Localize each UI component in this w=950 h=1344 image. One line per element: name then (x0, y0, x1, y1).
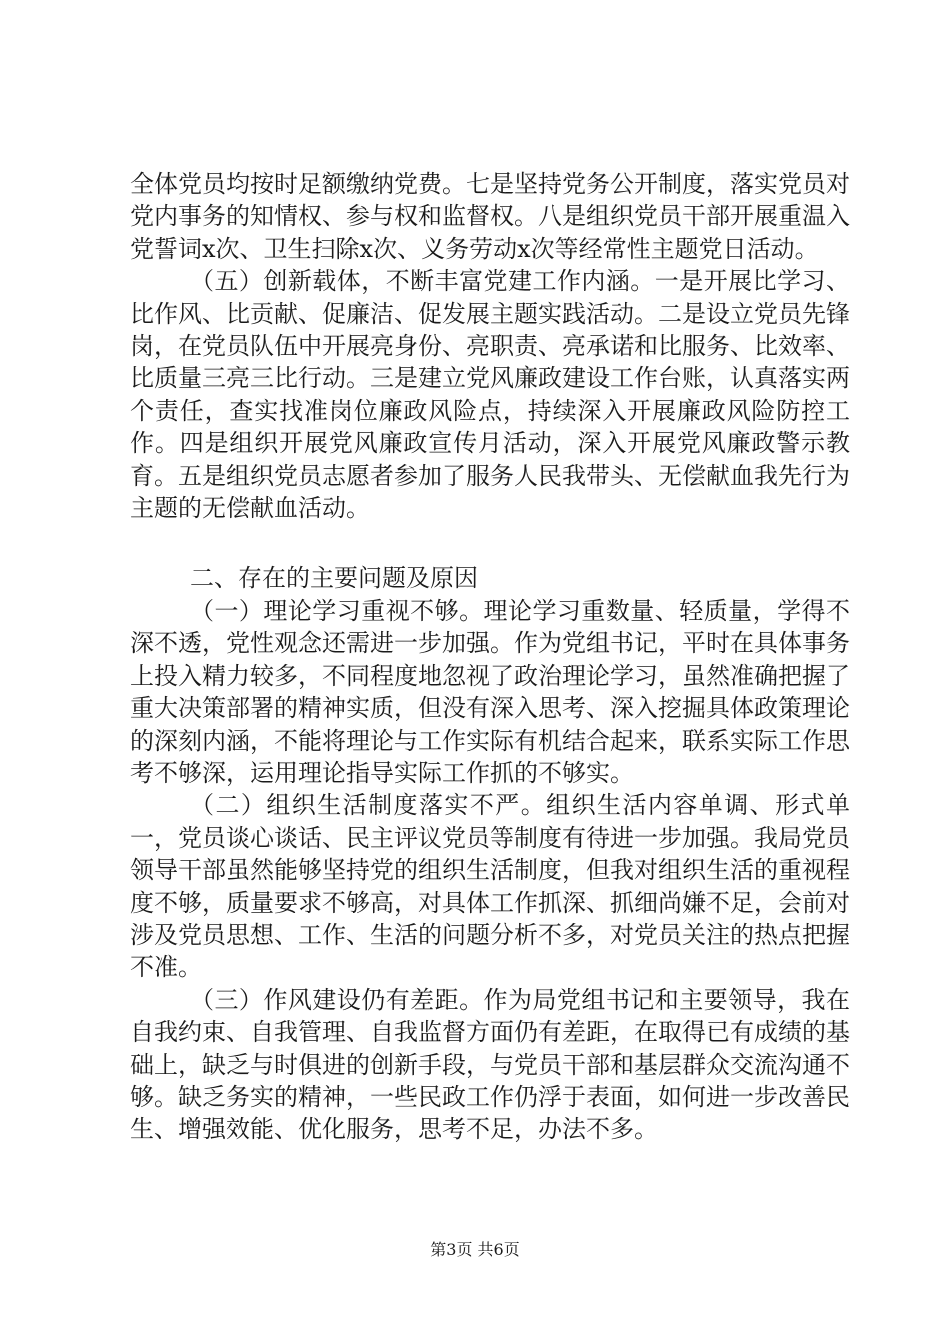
paragraph-problem-1: （一）理论学习重视不够。理论学习重数量、轻质量，学得不深不透，党性观念还需进一步加强。作为党组书记，平时在具体事务上投入精力较多，不同程度地忽视了政治理论学习，虽然准确把握了重大决策部署的精神实质，但没有深入思考、深入挖掘具体政策理论的深刻内涵，不能将理论与工作实际有机结合起来，联系实际工作思考不够深，运用理论指导实际工作抓的不够实。 (130, 596, 850, 787)
paragraph-problem-2: （二）组织生活制度落实不严。组织生活内容单调、形式单一，党员谈心谈话、民主评议党员等制度有待进一步加强。我局党员领导干部虽然能够坚持党的组织生活制度，但我对组织生活的重视程度不够，质量要求不够高，对具体工作抓深、抓细尚嫌不足，会前对涉及党员思想、工作、生活的问题分析不多，对党员关注的热点把握不准。 (130, 791, 850, 982)
page-number-footer: 第3页 共6页 (430, 1240, 520, 1259)
section-heading-problems: 二、存在的主要问题及原因 (190, 564, 478, 593)
paragraph-problem-3: （三）作风建设仍有差距。作为局党组书记和主要领导，我在自我约束、自我管理、自我监督方面仍有差距，在取得已有成绩的基础上，缺乏与时俱进的创新手段，与党员干部和基层群众交流沟通不够。缺乏务实的精神，一些民政工作仍浮于表面，如何进一步改善民生、增强效能、优化服务，思考不足，办法不多。 (130, 985, 850, 1144)
document-body (130, 168, 850, 1146)
paragraph-section-5: （五）创新载体，不断丰富党建工作内涵。一是开展比学习、比作风、比贡献、促廉洁、促发展主题实践活动。二是设立党员先锋岗，在党员队伍中开展亮身份、亮职责、亮承诺和比服务、比效率、比质量三亮三比行动。三是建立党风廉政建设工作台账，认真落实两个责任，查实找准岗位廉政风险点，持续深入开展廉政风险防控工作。四是组织开展党风廉政宣传月活动，深入开展党风廉政警示教育。五是组织党员志愿者参加了服务人民我带头、无偿献血我先行为主题的无偿献血活动。 (130, 267, 850, 523)
paragraph-continued: 全体党员均按时足额缴纳党费。七是坚持党务公开制度，落实党员对党内事务的知情权、参与权和监督权。八是组织党员干部开展重温入党誓词x次、卫生扫除x次、义务劳动x次等经常性主题党日活动。 (130, 170, 850, 263)
